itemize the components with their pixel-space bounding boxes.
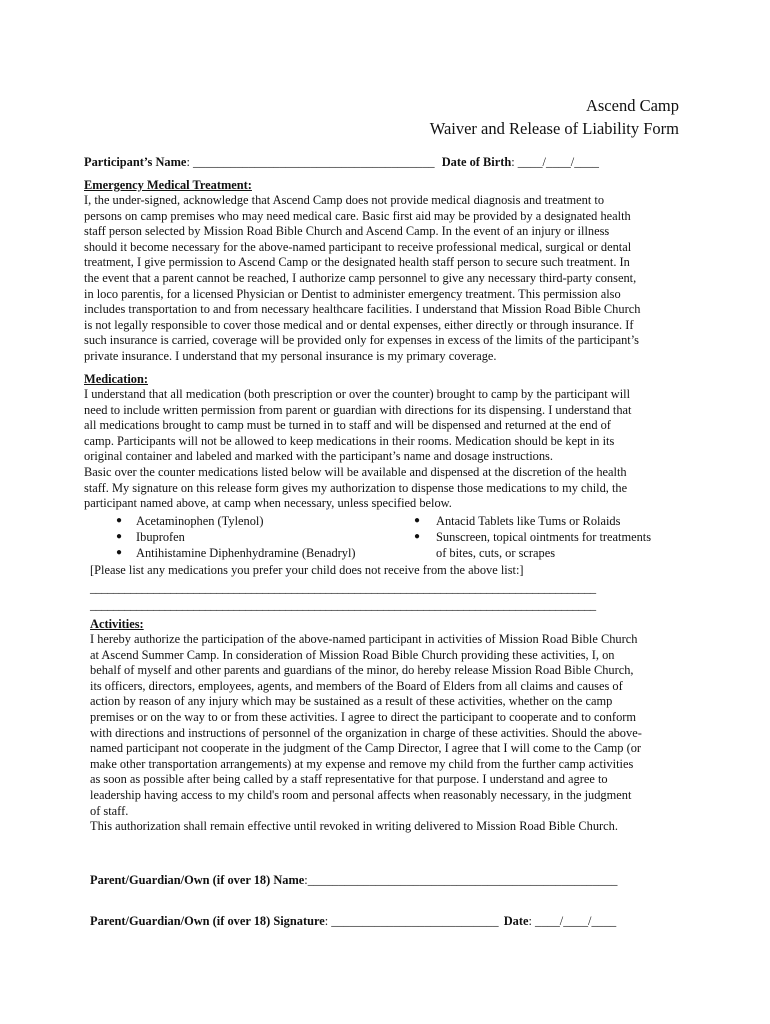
med-list-item-continued: of bites, cuts, or scrapes [436, 546, 556, 560]
paragraph-line: original container and labeled and marked with the participant’s name and dosage instructions. [84, 449, 553, 464]
medication-text [84, 387, 694, 512]
guardian-signature-label: Parent/Guardian/Own (if over 18) Signature [90, 914, 325, 928]
paragraph-line: should it become necessary for the above-named participant to receive professional medical, surgical or dental [84, 239, 632, 254]
activities-text [90, 632, 690, 835]
paragraph-line: at Ascend Summer Camp. In consideration of Mission Road Bible Church providing these activities, I, on [90, 647, 615, 662]
paragraph-line: of staff. [90, 803, 129, 818]
paragraph-line: private insurance. I understand that my personal insurance is my primary coverage. [84, 348, 497, 363]
med-list-item: Antihistamine Diphenhydramine (Benadryl) [136, 546, 356, 560]
medication-exclusion-line[interactable]: ________________________________________________________________________________________ [90, 581, 596, 595]
dob-label: Date of Birth [441, 155, 512, 169]
paragraph-line: leadership having access to my child's room and personal affects when reasonably necessary, in the judgment [90, 787, 632, 802]
bullet-icon: ● [116, 515, 123, 526]
dob-field[interactable]: : ____/____/____ [511, 155, 600, 169]
paragraph-line: action by reason of any injury which may be sustained as a result of these activities, whether on the camp [90, 694, 613, 709]
participant-name-label: Participant’s Name [84, 155, 187, 169]
guardian-name-field[interactable]: :__________________________________________________ [304, 873, 618, 887]
med-list-item: Sunscreen, topical ointments for treatments [436, 530, 652, 544]
emergency-text [84, 193, 694, 365]
bullet-icon: ● [414, 531, 421, 542]
paragraph-line: treatment, I give permission to Ascend Camp or the designated health staff person to secure such treatment. In [84, 255, 630, 270]
paragraph-line: includes transportation to and from necessary healthcare facilities. I understand that Mission Road Bible Church [84, 302, 641, 317]
paragraph-line: This authorization shall remain effective until revoked in writing delivered to Mission Road Bible Church. [90, 819, 618, 834]
paragraph-line: as soon as possible after being called by a staff representative for that purpose. I understand and agree to [90, 772, 608, 787]
paragraph-line: is not legally responsible to cover those medical and or dental expenses, either directly or through insurance. If [84, 317, 634, 332]
form-subtitle: Waiver and Release of Liability Form [429, 119, 679, 138]
participant-row [84, 155, 599, 171]
paragraph-line: need to include written permission from parent or guardian with directions for its dispensing. I understand that [84, 402, 632, 417]
paragraph-line: staff person selected by Mission Road Bible Church and Ascend Camp. In the event of an injury or illness [84, 224, 610, 239]
paragraph-line: premises or on the way to or from these activities. I agree to direct the participant to cooperate and to conform [90, 709, 637, 724]
paragraph-line: with directions and instructions of personnel of the organization in charge of these activities. Should the above- [90, 725, 642, 740]
form-title: Ascend Camp [585, 96, 679, 115]
paragraph-line: I, the under-signed, acknowledge that Ascend Camp does not provide medical diagnosis and treatment to [84, 193, 605, 207]
prefer-note: [Please list any medications you prefer your child does not receive from the above list:] [90, 563, 524, 577]
participant-name-field[interactable]: : _______________________________________ [186, 155, 435, 169]
activities-heading: Activities: [90, 617, 144, 631]
bullet-icon: ● [414, 515, 421, 526]
med-list-item: Antacid Tablets like Tums or Rolaids [436, 514, 621, 528]
medication-exclusion-line[interactable]: ________________________________________________________________________________________ [90, 598, 596, 612]
paragraph-line: I hereby authorize the participation of the above-named participant in activities of Mission Road Bible Church [90, 632, 638, 646]
bullet-icon: ● [116, 547, 123, 558]
emergency-heading: Emergency Medical Treatment: [84, 178, 252, 192]
paragraph-line: persons on camp premises who may need medical care. Basic first aid may be provided by a designated health [84, 208, 631, 223]
paragraph-line: the event that a parent cannot be reached, I authorize camp personnel to give any necessary third-party consent, [84, 270, 637, 285]
paragraph-line: make other transportation arrangements) at my expense and remove my child from the further camp activities [90, 756, 634, 771]
medication-heading: Medication: [84, 372, 149, 386]
guardian-name-label: Parent/Guardian/Own (if over 18) Name [90, 873, 305, 887]
med-list-item: Ibuprofen [136, 530, 185, 544]
bullet-icon: ● [116, 531, 123, 542]
paragraph-line: staff. My signature on this release form gives my authorization to dispense those medications to my child, the [84, 480, 628, 495]
paragraph-line: I understand that all medication (both prescription or over the counter) brought to camp by the participant will [84, 387, 631, 401]
paragraph-line: all medications brought to camp must be turned in to staff and will be dispensed and returned at the end of [84, 418, 611, 433]
paragraph-line: in loco parentis, for a licensed Physician or Dentist to administer emergency treatment. This permission also [84, 286, 621, 301]
paragraph-line: participant named above, at camp when necessary, unless specified below. [84, 496, 452, 511]
signature-date-label: Date [503, 914, 529, 928]
paragraph-line: behalf of myself and other parents and guardians of the minor, do hereby release Mission Road Bible Church, [90, 663, 634, 678]
guardian-signature-row [90, 914, 616, 930]
guardian-name-row [90, 873, 618, 889]
paragraph-line: Basic over the counter medications listed below will be available and dispensed at the discretion of the health [84, 464, 627, 479]
med-list-item: Acetaminophen (Tylenol) [136, 514, 264, 528]
paragraph-line: its officers, directors, employees, agents, and members of the Board of Elders from all claims and causes of [90, 678, 623, 693]
guardian-signature-field[interactable]: : ___________________________ [324, 914, 499, 928]
paragraph-line: named participant not cooperate in the judgment of the Camp Director, I agree that I will come to the Camp (or [90, 741, 642, 756]
paragraph-line: camp. Participants will not be allowed to keep medications in their rooms. Medication should be kept in its [84, 433, 615, 448]
paragraph-line: such insurance is carried, coverage will be provided only for expenses in excess of the limits of the participant’s [84, 333, 639, 348]
signature-date-field[interactable]: : ____/____/____ [528, 914, 617, 928]
